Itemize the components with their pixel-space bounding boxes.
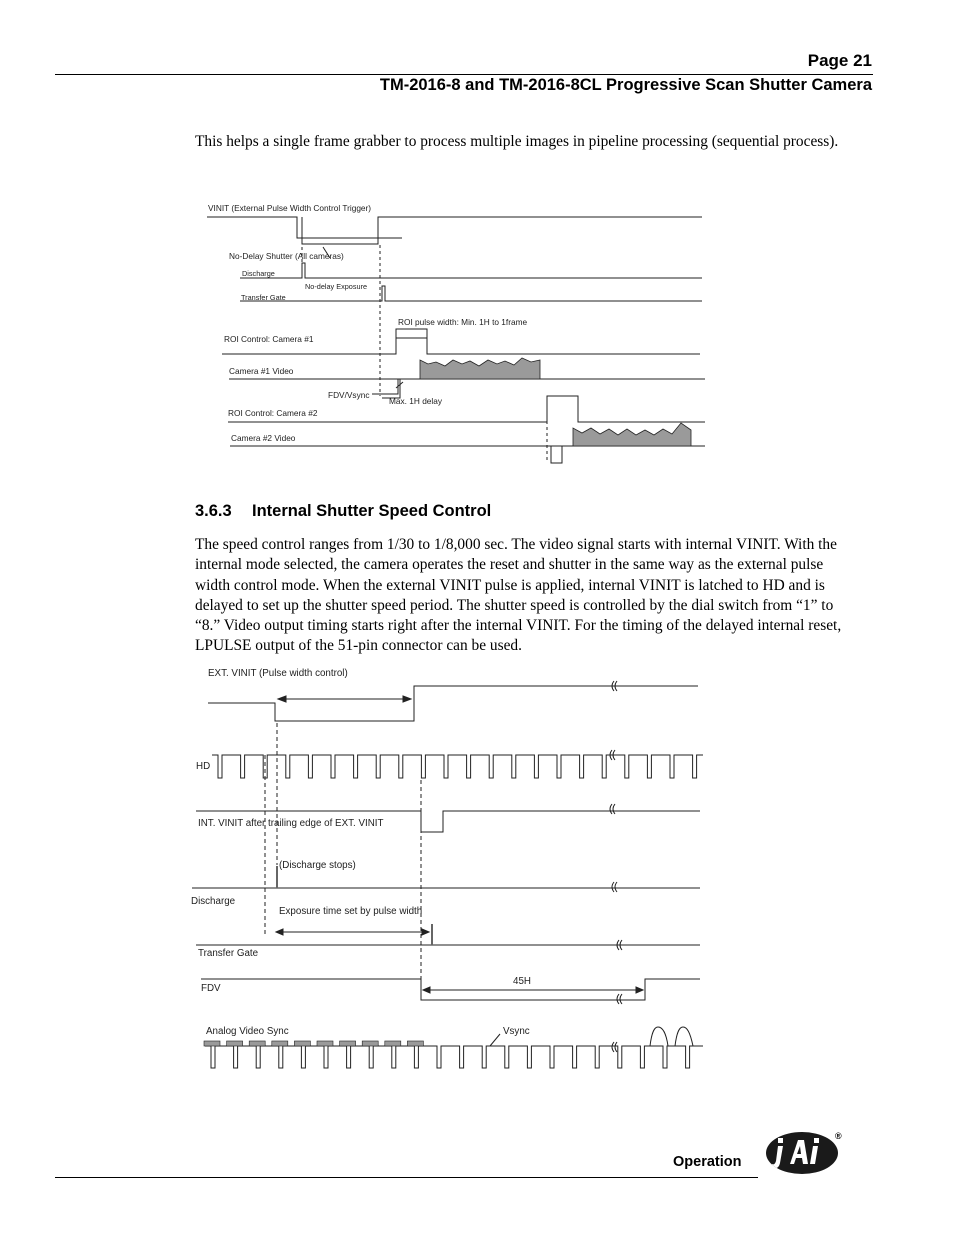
footer-rule — [55, 1177, 758, 1178]
sync-blanking-block — [227, 1041, 243, 1046]
hd-label: HD — [196, 761, 211, 772]
sync-blanking-block — [294, 1041, 310, 1046]
roi-pulse-width-label: ROI pulse width: Min. 1H to 1frame — [398, 317, 528, 327]
section-number: 3.6.3 — [195, 502, 232, 520]
sync-blanking-block — [249, 1041, 265, 1046]
roi-camera1-label: ROI Control: Camera #1 — [224, 334, 314, 344]
camera2-video-label: Camera #2 Video — [231, 433, 296, 443]
exposure-time-label: Exposure time set by pulse width — [279, 906, 423, 917]
section-title: Internal Shutter Speed Control — [252, 502, 492, 520]
sync-blanking-block — [204, 1041, 220, 1046]
45h-label: 45H — [513, 976, 531, 987]
roi-timing-diagram — [0, 195, 954, 475]
int-vinit-label: INT. VINIT after trailing edge of EXT. VINIT — [198, 818, 384, 829]
fdv-label: FDV — [201, 983, 221, 994]
vinit-label: VINIT (External Pulse Width Control Trigger) — [208, 203, 372, 213]
sync-blanking-block — [385, 1041, 401, 1046]
ext-vinit-label: EXT. VINIT (Pulse width control) — [208, 668, 348, 679]
sync-blanking-block — [340, 1041, 356, 1046]
sync-blanking-block — [317, 1041, 333, 1046]
sync-blanking-block — [362, 1041, 378, 1046]
discharge-label: Discharge — [242, 269, 275, 278]
sync-blanking-block — [272, 1041, 288, 1046]
page-number: Page 21 — [807, 51, 872, 70]
discharge-stops-label: (Discharge stops) — [279, 860, 356, 871]
header-rule — [55, 74, 873, 75]
section-heading — [195, 502, 491, 521]
fdv-vsync-label: FDV/Vsync — [328, 390, 370, 400]
hd-pulse-train — [212, 755, 703, 778]
no-delay-shutter-label: No-Delay Shutter (All cameras) — [229, 251, 344, 261]
camera1-video-label: Camera #1 Video — [229, 366, 294, 376]
discharge-label-2: Discharge — [191, 896, 236, 907]
registered-mark: ® — [835, 1131, 842, 1141]
jai-logo — [764, 1130, 844, 1176]
footer-section-name: Operation — [673, 1154, 742, 1170]
analog-video-sync-label: Analog Video Sync — [206, 1026, 289, 1037]
sync-blanking-block — [407, 1041, 423, 1046]
roi-camera2-label: ROI Control: Camera #2 — [228, 408, 318, 418]
analog-sync-pulse-train — [205, 1046, 703, 1068]
section-body-paragraph: The speed control ranges from 1/30 to 1/8,000 sec. The video signal starts with internal VINIT. With the internal mode selected, the camera operates the reset and shutter in the same way as the external pulse width control mode. When the external VINIT pulse is applied, internal VINIT is latched to HD and is delayed to set up the shutter speed period. The shutter speed is controlled by the dial switch from “1” to “8.” Video output timing starts right after the internal VINIT. For the timing of the delayed internal reset, LPULSE output of the 51-pin connector can be used. — [195, 536, 842, 655]
no-delay-exposure-label: No-delay Exposure — [305, 282, 368, 291]
intro-paragraph: This helps a single frame grabber to process multiple images in pipeline processing (sequential process). — [195, 133, 839, 150]
document-title: TM-2016-8 and TM-2016-8CL Progressive Scan Shutter Camera — [379, 76, 872, 94]
transfer-gate-label: Transfer Gate — [241, 293, 286, 302]
vsync-label: Vsync — [503, 1026, 530, 1037]
transfer-gate-label-2: Transfer Gate — [198, 948, 259, 959]
max-delay-label: Max. 1H delay — [389, 396, 443, 406]
internal-shutter-timing-diagram — [0, 660, 954, 1080]
